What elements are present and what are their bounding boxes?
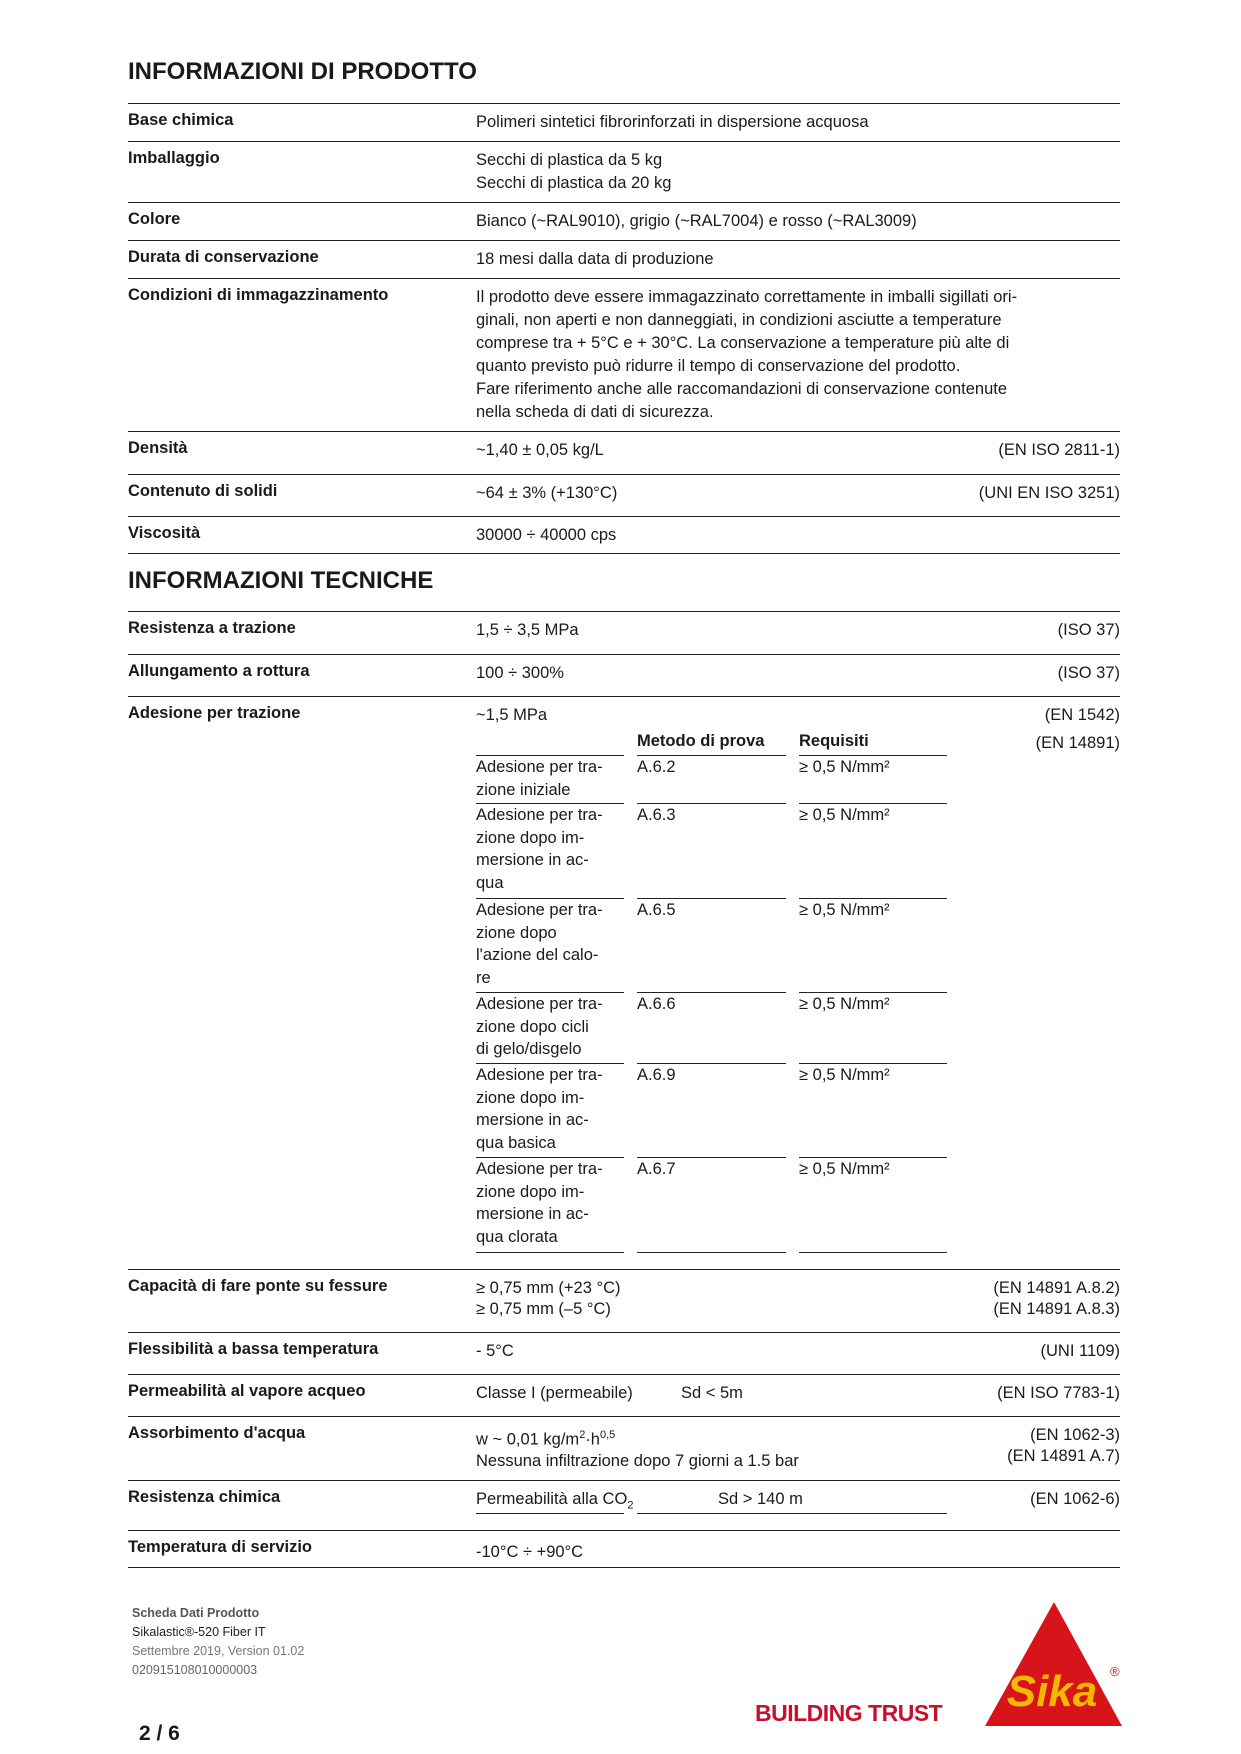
label: Assorbimento d'acqua [128,1424,306,1442]
label: Colore [128,210,181,228]
standard-line: (EN 14891 A.7) [1007,1447,1120,1465]
test-method: A.6.5 [637,901,676,919]
test-description: re [476,968,491,987]
value-line: 18 mesi dalla data di produzione [476,250,714,268]
value [476,1424,799,1473]
divider [128,516,1120,517]
test-description: qua clorata [476,1227,558,1246]
value-line: ≥ 0,75 mm (+23 °C) [476,1279,621,1297]
value [476,524,616,547]
slogan: BUILDING TRUST [755,1700,943,1726]
value: 1,5 ÷ 3,5 MPa [476,621,579,639]
value [476,111,869,134]
value-line: Nessuna infiltrazione dopo 7 giorni a 1.5 bar [476,1451,799,1470]
sup: 2 [579,1429,586,1441]
label: Resistenza chimica [128,1488,281,1506]
value-line: Bianco (~RAL9010), grigio (~RAL7004) e rosso (~RAL3009) [476,212,917,230]
value-line: Secchi di plastica da 20 kg [476,174,672,192]
value [476,286,1017,424]
standard: (EN 1062-6) [1030,1490,1120,1508]
divider [128,1480,1120,1481]
standard-line: (EN 1062-3) [1030,1426,1120,1444]
value: -10°C ÷ +90°C [476,1543,584,1561]
value-line: quanto previsto può ridurre il tempo di conservazione del prodotto. [476,357,961,375]
label: Condizioni di immagazzinamento [128,286,389,304]
value [476,248,714,271]
value-line: Il prodotto deve essere immagazzinato correttamente in imballi sigillati ori- [476,288,1018,306]
table-row-line [799,1252,947,1253]
value-line: ~1,40 ± 0,05 kg/L [476,441,604,459]
divider [128,474,1120,475]
sd-value: Sd > 140 m [718,1490,803,1508]
label: Flessibilità a bassa temperatura [128,1340,379,1358]
divider [128,654,1120,655]
divider [128,553,1120,554]
co2-label: Permeabilità alla CO [476,1490,628,1508]
label: Viscosità [128,524,201,542]
test-method: A.6.6 [637,995,676,1013]
page-number: 2 / 6 [139,1722,180,1745]
value-line: ginali, non aperti e non danneggiati, in condizioni asciutte a temperature [476,311,1002,329]
label: Imballaggio [128,149,220,167]
footer-code: 020915108010000003 [132,1663,258,1677]
table-header-method: Metodo di prova [637,732,765,750]
divider [128,240,1120,241]
test-description: zione iniziale [476,780,571,799]
test-description: zione dopo im- [476,1182,585,1201]
table-header-requirements: Requisiti [799,732,869,750]
sub: 2 [627,1499,634,1512]
test-description: Adesione per tra- [476,806,603,824]
registered-icon: ® [1110,1664,1120,1679]
sd-value: Sd < 5m [681,1384,743,1402]
test-description: mersione in ac- [476,1111,589,1129]
value: Classe I (permeabile) [476,1384,633,1402]
value [476,439,604,462]
value: - 5°C [476,1342,514,1360]
w-unit: ·h [585,1430,600,1449]
value [476,1277,621,1321]
underline [476,1513,624,1514]
standard: (EN ISO 2811-1) [998,441,1120,459]
test-description: qua basica [476,1133,556,1152]
test-description: mersione in ac- [476,1205,589,1223]
test-description: mersione in ac- [476,851,589,869]
requirement: ≥ 0,5 N/mm² [799,995,890,1013]
standard [1007,1424,1120,1468]
label: Durata di conservazione [128,248,319,266]
divider [128,278,1120,279]
standard: (EN ISO 7783-1) [997,1384,1120,1402]
test-description: Adesione per tra- [476,995,603,1013]
requirement: ≥ 0,5 N/mm² [799,1066,890,1084]
requirement: ≥ 0,5 N/mm² [799,901,890,919]
divider [128,696,1120,697]
standard: (ISO 37) [1057,621,1120,639]
label: Capacità di fare ponte su fessure [128,1277,388,1295]
test-description: zione dopo [476,923,557,942]
requirement: ≥ 0,5 N/mm² [799,1160,890,1178]
divider [128,1269,1120,1270]
standard-line: (EN 14891 A.8.2) [993,1279,1120,1297]
test-method: A.6.7 [637,1160,676,1178]
standard-1: (EN 1542) [1044,706,1120,724]
test-description: Adesione per tra- [476,901,603,919]
value-line: ≥ 0,75 mm (–5 °C) [476,1300,611,1318]
requirement: ≥ 0,5 N/mm² [799,758,890,776]
divider [128,1374,1120,1375]
value-line: ~64 ± 3% (+130°C) [476,484,618,502]
standard [993,1277,1120,1321]
value: ~1,5 MPa [476,706,548,724]
requirement: ≥ 0,5 N/mm² [799,806,890,824]
test-method: A.6.3 [637,806,676,824]
label: Base chimica [128,111,234,129]
standard [1036,704,1120,755]
value [476,482,617,505]
test-description: Adesione per tra- [476,758,603,776]
value-line: Fare riferimento anche alle raccomandazioni di conservazione contenute [476,380,1008,398]
value-line: Polimeri sintetici fibrorinforzati in dispersione acquosa [476,113,869,131]
label: Resistenza a trazione [128,619,296,637]
test-description: l'azione del calo- [476,946,599,964]
standard: (UNI 1109) [1040,1342,1120,1360]
label: Allungamento a rottura [128,662,310,680]
table-row-line [476,1252,624,1253]
divider [128,141,1120,142]
label: Adesione per trazione [128,704,301,722]
underline [637,1513,947,1514]
standard-2: (EN 14891) [1035,734,1120,752]
value-line: Secchi di plastica da 5 kg [476,151,663,169]
label: Temperatura di servizio [128,1538,313,1556]
test-description: zione dopo im- [476,828,585,847]
divider [128,103,1120,104]
value [476,149,671,195]
w-value: w ~ 0,01 kg/m [476,1430,580,1449]
test-description: Adesione per tra- [476,1066,603,1084]
label: Permeabilità al vapore acqueo [128,1382,366,1400]
value-line: 30000 ÷ 40000 cps [476,526,617,544]
standard: (ISO 37) [1057,664,1120,682]
test-description: zione dopo cicli [476,1017,589,1036]
test-method: A.6.9 [637,1066,676,1084]
divider [128,431,1120,432]
footer-version: Settembre 2019, Version 01.02 [132,1644,305,1658]
standard: (UNI EN ISO 3251) [978,484,1120,502]
divider [128,202,1120,203]
test-description: Adesione per tra- [476,1160,603,1178]
value-line: nella scheda di dati di sicurezza. [476,403,714,421]
value-line: comprese tra + 5°C e + 30°C. La conservazione a temperature più alte di [476,334,1010,352]
footer-product: Sikalastic®-520 Fiber IT [132,1625,266,1639]
standard-line: (EN 14891 A.8.3) [993,1300,1120,1318]
divider [128,1567,1120,1568]
test-description: di gelo/disgelo [476,1040,582,1058]
label: Densità [128,439,188,457]
sup: 0,5 [599,1429,616,1441]
test-description: zione dopo im- [476,1088,585,1107]
test-method: A.6.2 [637,758,676,776]
table-row-line [637,1252,786,1253]
logo-text: Sika [1006,1667,1098,1716]
divider [128,611,1120,612]
divider [128,1332,1120,1333]
test-description: qua [476,873,504,892]
divider [128,1530,1120,1531]
label: Contenuto di solidi [128,482,278,500]
section-title-technical-info: INFORMAZIONI TECNICHE [128,567,434,594]
value: 100 ÷ 300% [476,664,564,682]
divider [128,1416,1120,1417]
sika-logo [982,1598,1127,1728]
value [476,210,917,233]
footer-doc-type: Scheda Dati Prodotto [132,1606,260,1620]
section-title-product-info: INFORMAZIONI DI PRODOTTO [128,58,477,85]
